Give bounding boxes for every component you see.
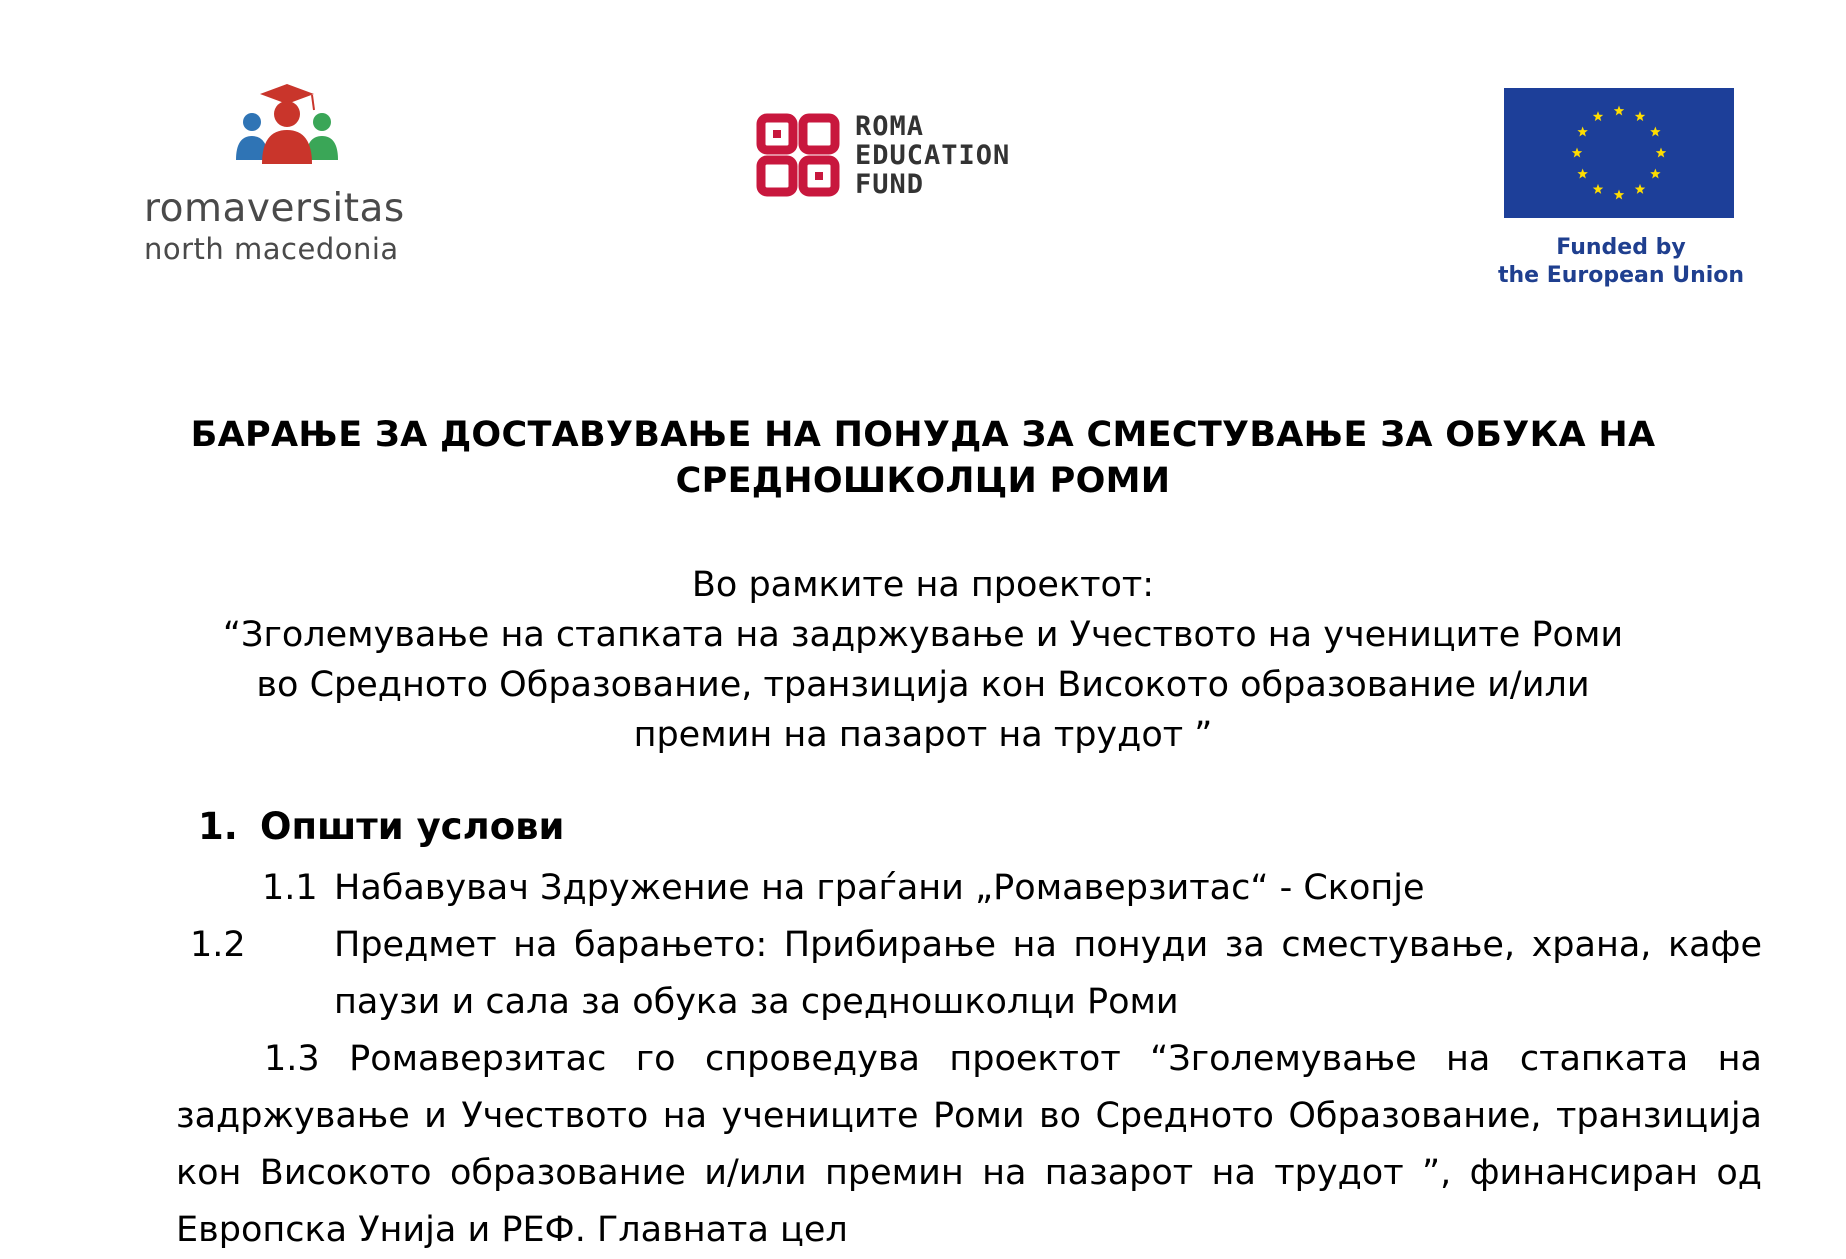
ref-emblem-icon <box>755 112 841 198</box>
eu-caption-line1: Funded by <box>1556 235 1686 260</box>
romaversitas-logo <box>140 84 440 274</box>
section-heading <box>198 805 564 848</box>
graduates-icon <box>232 84 342 176</box>
subtitle-line-1: Во рамките на проектот: <box>691 565 1155 605</box>
item-number: 1.3 <box>264 1039 320 1079</box>
ref-line-education: EDUCATION <box>855 140 1011 171</box>
item-text: Предмет на барањето: Прибирање на понуди за сместување, храна, кафе паузи и сала за обука за средношколци Роми <box>334 925 1762 1022</box>
section-number: 1. <box>198 805 238 848</box>
list-item <box>176 1031 1762 1259</box>
title-line-1: БАРАЊЕ ЗА ДОСТАВУВАЊЕ НА ПОНУДА ЗА СМЕСТУВАЊЕ ЗА ОБУКА НА <box>190 415 1656 455</box>
eu-caption-line2: the European Union <box>1497 263 1745 288</box>
subtitle-line-3: во Средното Образование, транзиција кон Високото образование и/или <box>256 665 1590 705</box>
subtitle-line-2: “Зголемување на стапката на задржување и Учеството на учениците Роми <box>222 615 1624 655</box>
ref-wordmark <box>855 112 1010 199</box>
project-subtitle <box>100 560 1746 760</box>
ref-line-fund: FUND <box>855 169 925 200</box>
item-text: Ромаверзитас го спроведува проектот “Зголемување на стапката на задржување и Учеството на учениците Роми во Средното Образование, транзиција кон Високото образование и/или премин на пазарот на трудот ”, финансиран од Европска Унија и РЕФ. Главната цел <box>176 1039 1762 1250</box>
subtitle-line-4: премин на пазарот на трудот ” <box>633 715 1213 755</box>
eu-caption <box>1490 234 1752 290</box>
eu-flag-icon <box>1504 88 1734 218</box>
list-item <box>190 917 1762 1031</box>
eu-funding-logo <box>1490 88 1760 298</box>
romaversitas-subtitle: north macedonia <box>144 232 399 266</box>
item-number: 1.2 <box>190 925 246 965</box>
list-item <box>262 860 1762 917</box>
romaversitas-name: romaversitas <box>144 186 405 231</box>
roma-education-fund-logo <box>755 112 1095 208</box>
title-line-2: СРЕДНОШКОЛЦИ РОМИ <box>675 461 1171 501</box>
ref-line-roma: ROMA <box>855 111 925 142</box>
item-text: Набавувач Здружение на граѓани „Ромаверзитас“ - Скопје <box>334 868 1425 908</box>
section-title: Општи услови <box>260 805 565 848</box>
item-number: 1.1 <box>262 868 318 908</box>
document-title <box>100 412 1746 504</box>
